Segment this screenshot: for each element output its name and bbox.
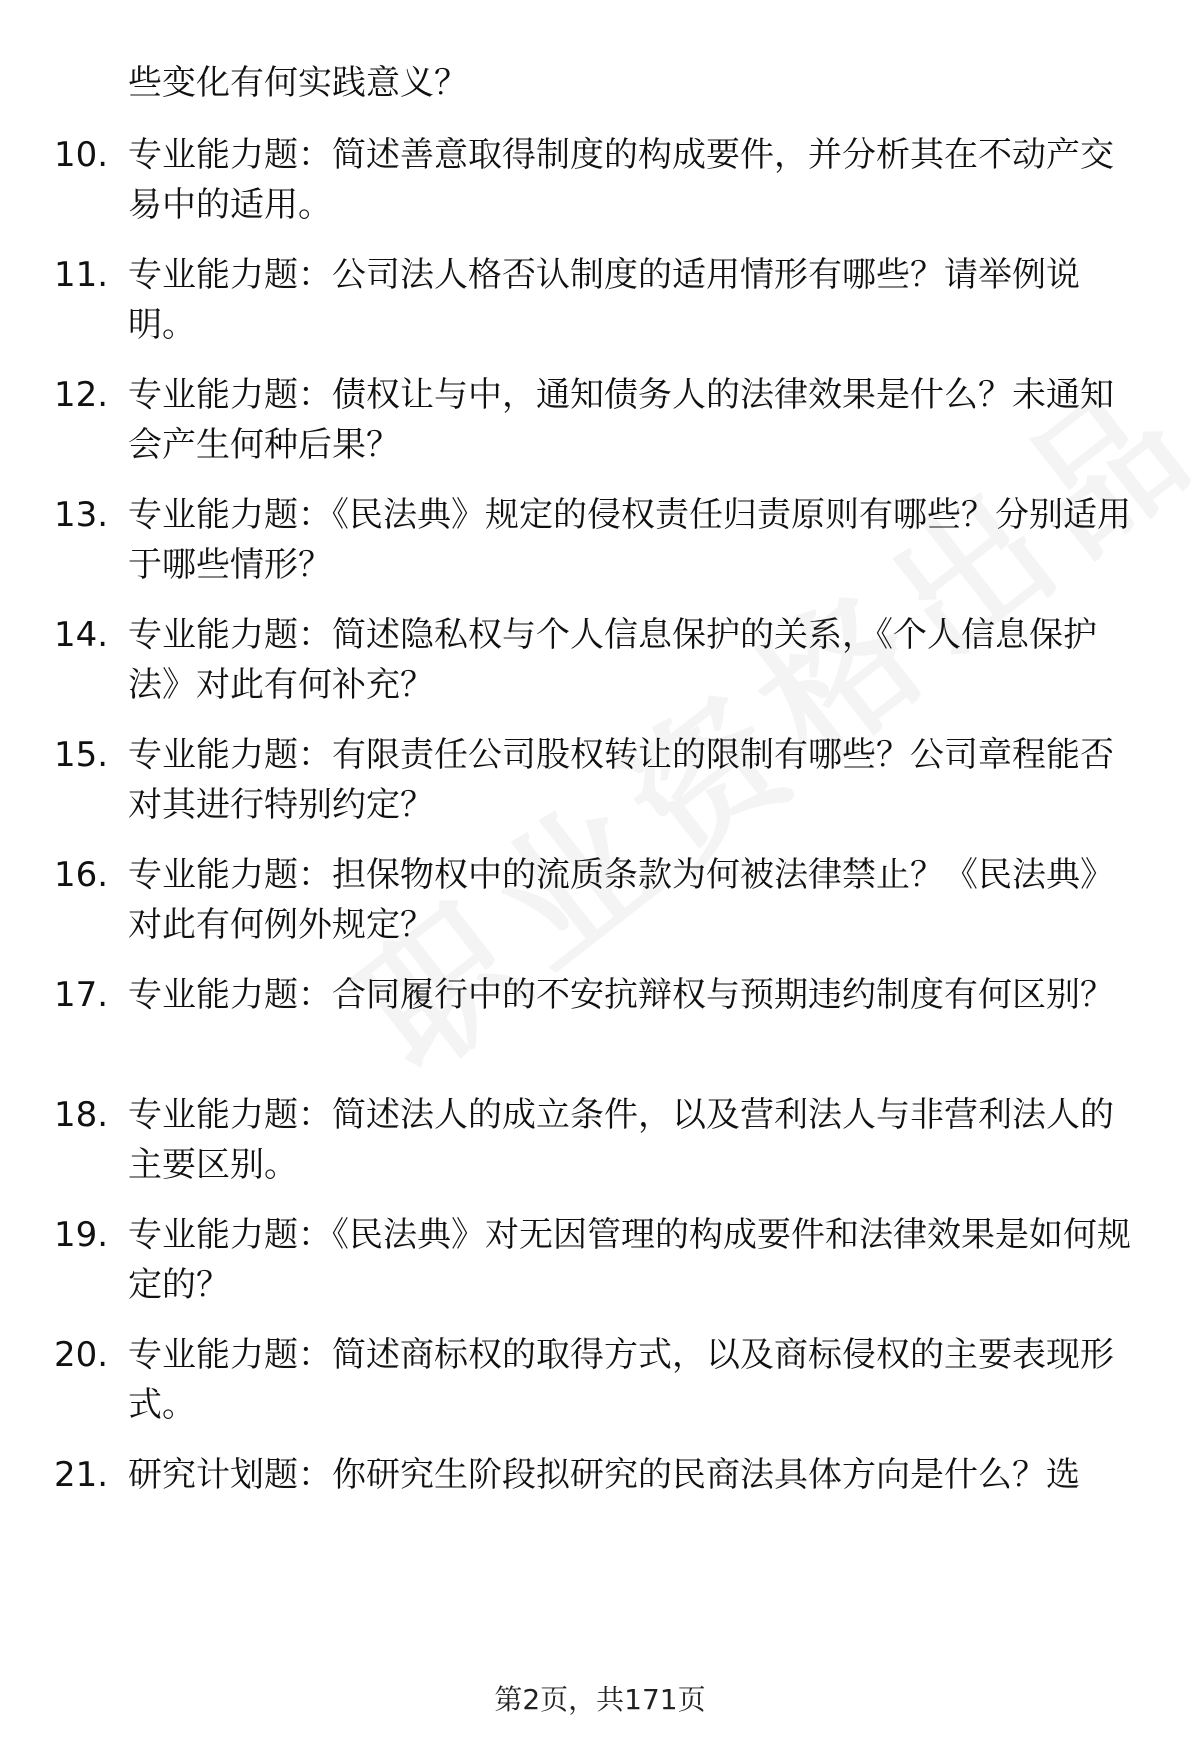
item-number: 21. [54, 1455, 109, 1495]
item-text: 专业能力题：合同履行中的不安抗辩权与预期违约制度有何区别？ [128, 975, 1114, 1015]
item-text: 专业能力题：担保物权中的流质条款为何被法律禁止？《民法典》对此有何例外规定？ [128, 855, 1114, 945]
item-text: 专业能力题：简述隐私权与个人信息保护的关系，《个人信息保护法》对此有何补充？ [128, 615, 1097, 705]
item-number: 14. [54, 615, 109, 655]
item-number: 16. [54, 855, 109, 895]
item-text: 专业能力题：简述商标权的取得方式，以及商标侵权的主要表现形式。 [128, 1335, 1114, 1425]
item-text: 研究计划题：你研究生阶段拟研究的民商法具体方向是什么？选 [128, 1455, 1080, 1495]
item-text: 专业能力题：简述善意取得制度的构成要件，并分析其在不动产交易中的适用。 [128, 135, 1114, 225]
item-text: 专业能力题：《民法典》规定的侵权责任归责原则有哪些？分别适用于哪些情形？ [128, 495, 1131, 585]
item-text: 专业能力题：债权让与中，通知债务人的法律效果是什么？未通知会产生何种后果？ [128, 375, 1114, 465]
item-text: 专业能力题：公司法人格否认制度的适用情形有哪些？请举例说明。 [128, 255, 1080, 345]
item-number: 11. [54, 255, 109, 295]
continued-text: 些变化有何实践意义？ [128, 63, 468, 103]
item-text: 专业能力题：简述法人的成立条件，以及营利法人与非营利法人的主要区别。 [128, 1095, 1114, 1185]
item-text: 专业能力题：《民法典》对无因管理的构成要件和法律效果是如何规定的？ [128, 1215, 1131, 1305]
item-number: 20. [54, 1335, 109, 1375]
item-number: 17. [54, 975, 109, 1015]
item-number: 15. [54, 735, 109, 775]
item-number: 19. [54, 1215, 109, 1255]
item-number: 10. [54, 135, 109, 175]
item-number: 18. [54, 1095, 109, 1135]
item-number: 12. [54, 375, 109, 415]
item-text: 专业能力题：有限责任公司股权转让的限制有哪些？公司章程能否对其进行特别约定？ [128, 735, 1114, 825]
page-footer: 第2页，共171页 [494, 1683, 706, 1716]
item-number: 13. [54, 495, 109, 535]
